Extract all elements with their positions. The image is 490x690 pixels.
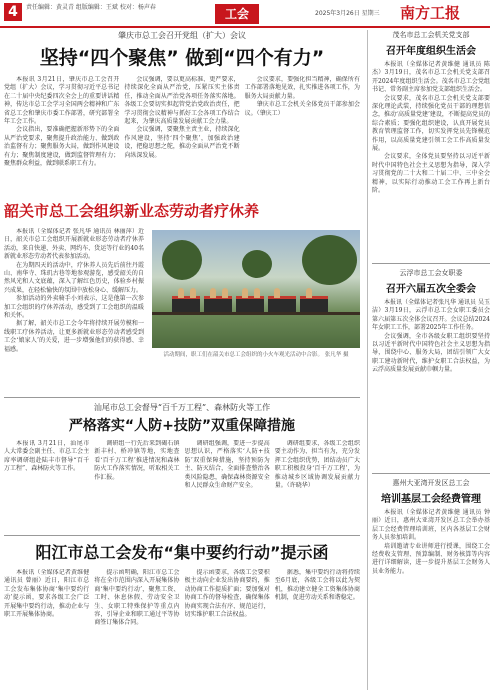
editor-credits: 责任编辑：黄灵青 组版编辑：王斌 校对：杨声春 <box>26 4 156 11</box>
paragraph: 调研组要求，各级工会组织要主动作为、担当有为，充分发挥工会组织优势，团结动员广大职工积极投身‘百千万工程’，为推动城乡区域协调发展贡献力量。（许晓华） <box>274 440 360 490</box>
paragraph: 提示函要求，各级工会要积极主动向企业发出协商要约，推动协商工作提质扩面；要加强对协商工作的督导检查，确保集体协商实现合法有序、规范运行，切实维护职工合法权益。 <box>184 569 270 619</box>
article-column <box>4 569 89 690</box>
article-headline: 培训基层工会经费管理 <box>381 494 481 505</box>
paragraph: 调研组强调，要进一步提高思想认识，严格落实‘人防+技防’双重保障措施，坚持预防为主、防灭结合，全面排查整治各类风险隐患，确保森林资源安全和人民群众生命财产安全。 <box>184 440 270 490</box>
article-maoming <box>372 30 490 258</box>
article-subtitle: 茂名市总工会机关党支部 <box>392 31 470 39</box>
paragraph: 会议强调，全市各级女职工组织要坚持以习近平新时代中国特色社会主义思想为指导，围绕中心、服务大局，团结引领广大女职工建功新时代，维护女职工合法权益，为云浮高质量发展贡献巾帼力量。 <box>372 332 490 374</box>
paragraph: 本报讯 3月21日，肇庆市总工会召开党组（扩大）会议，学习贯彻习近平总书记在二十届中央纪委四次全会上的重要讲话精神，传达市总工会学习全国两会精神和广东省总工会和肇庆市委工作部署，研究部署全年工会工作。 <box>4 76 120 126</box>
article-column <box>4 76 119 199</box>
page-number: 4 <box>4 3 22 21</box>
article-zhaoqing <box>4 30 360 195</box>
paragraph: 会议要求，要强化担当精神，确保所有工作部署落地见效，扎实推进各项工作，为服务大局贡献力量。 <box>244 76 360 100</box>
article-body <box>372 509 490 576</box>
paragraph: 本报讯（全媒体记者黄维健 通讯员 曾丽）近日，阳江市总工会发布集体协商‘集中要约行动’提示函，要求各级工会广泛开展集中要约行动，推动企业与职工开展集体协商。 <box>4 569 90 619</box>
article-shanwei <box>4 397 360 530</box>
article-yangjiang <box>4 535 360 690</box>
article-huizhou <box>372 478 490 683</box>
article-column <box>275 569 360 690</box>
paragraph: 会议要求，茂名市总工会机关党支部要深化理论武装，持续强化党员干部的理想信念，推动‘高质量党建’建设，不断提高党员的综合素质；要强化组织建设，认真开展党员教育管理监督工作，切实发挥党员先锋模范作用，以高质量党建引领工会工作高质量发展。 <box>372 94 490 153</box>
paragraph: 本报讯（全媒体记者张凡华 通讯员 吴玉洁）3月19日，云浮市总工会女职工委员会第六届第五次全体会议召开。会议总结2024年女职工工作，部署2025年工作任务。 <box>372 299 490 332</box>
article-column <box>124 76 239 199</box>
photo-caption: 活动期间，职工们在韶关市总工会组织的小火车观光活动中合影。 张凡华 摄 <box>163 352 349 358</box>
article-headline: 召开年度组织生活会 <box>386 46 476 57</box>
article-column <box>245 76 360 199</box>
article-headline: 韶关市总工会组织新业态劳动者疗休养 <box>4 202 260 220</box>
article-subtitle: 惠州大亚湾开发区总工会 <box>392 479 470 487</box>
paragraph: 会议指出，要准确把握新形势下的全面从严治党要求，聚焦提升政治能力、做到政治监督有力；聚焦服务大局，做到作风建设有力；聚焦制度建设，做到监督管理有力；聚焦群众利益，做到联系职工有力。 <box>4 126 120 168</box>
paragraph: 据了解，韶关市总工会今年将持续开展劳模和一线职工疗休养活动，让更多新就业形态劳动者感受到工会‘娘家人’的关爱，进一步增强他们的获得感、幸福感。 <box>4 320 144 353</box>
article-column <box>94 440 179 535</box>
divider <box>372 473 490 474</box>
page-header <box>0 0 490 28</box>
article-body <box>372 299 490 375</box>
article-headline: 阳江市总工会发布“集中要约行动”提示函 <box>35 543 329 562</box>
divider <box>372 263 490 264</box>
paragraph: 本报讯 3月21日，汕尾市人大常委会副主任、市总工会主席率调研组赴陆丰市督导“百千万工程”、森林防火等工作。 <box>4 440 90 473</box>
main-column <box>0 30 364 690</box>
paragraph: 会议强调，要以更高标准、更严要求，持续深化全面从严治党，压紧压实主体责任，推动全面从严治党各项任务落实落地。各级工会要切实担起管党治党政治责任，把学习贯彻会议精神与抓好工会各项工作结合起来，为肇庆高质量发展贡献工会力量。 <box>124 76 240 126</box>
paragraph: 会议强调，要聚焦主责主业，持续深化作风建设，坚持‘四个聚焦’，加强政治建设，把稳思想之舵，推动全面从严治党不断向纵深发展。 <box>124 126 240 159</box>
article-headline: 坚持“四个聚焦” 做到“四个有力” <box>39 47 325 69</box>
section-tag: 工会 <box>215 4 259 24</box>
paragraph: 据悉，集中要约行动将持续至6月底，各级工会将以此为契机，推动建立健全工资集体协商机制，促进劳动关系和谐稳定。 <box>274 569 360 602</box>
article-column <box>94 569 179 690</box>
article-subtitle: 汕尾市总工会督导“百千万工程”、森林防火等工作 <box>93 403 271 412</box>
article-column <box>4 440 89 535</box>
paragraph: 参加活动的外卖骑手小刘表示，这是他第一次参加工会组织的疗休养活动，感受到了工会组织的温暖和关怀。 <box>4 295 144 320</box>
paragraph: 肇庆市总工会机关全体党员干部参加会议。（肇庆工） <box>244 101 360 117</box>
article-headline: 召开六届五次全委会 <box>386 284 476 295</box>
paragraph: 培训邀请专业讲师进行授课，围绕工会经费收支管理、预算编制、财务核算等内容进行详细解读，进一步提升基层工会财务人员业务能力。 <box>372 542 490 575</box>
article-column <box>185 440 270 535</box>
newspaper-logo: 南方工报 <box>400 4 461 22</box>
paragraph: 本报讯（全媒体记者 张凡华 通讯员 林丽萍）近日，韶关市总工会组织开展新就业形态劳动者疗休养活动，来自快递、外卖、网约车、货运等行业的40名新就业形态劳动者代表参加活动。 <box>4 228 144 261</box>
article-column <box>4 228 144 388</box>
article-column <box>275 440 360 535</box>
side-column <box>367 30 490 690</box>
paragraph: 本报讯（全媒体记者黄维健 通讯员 钟丽）近日，惠州大亚湾开发区总工会举办基层工会经费管理培训班，区内各基层工会财务人员参加培训。 <box>372 509 490 542</box>
article-subtitle: 肇庆市总工会召开党组（扩大）会议 <box>118 31 246 40</box>
article-column <box>185 569 270 690</box>
article-yunfu <box>372 268 490 468</box>
article-subtitle: 云浮市总工会女职委 <box>399 269 463 277</box>
article-body <box>372 61 490 196</box>
paragraph: 本报讯（全媒体记者黄维健 通讯员 陈杰）3月19日，茂名市总工会机关党支部召开2024年度组织生活会。茂名市总工会党组书记、常务副主席参加党支部组织生活会。 <box>372 61 490 94</box>
paragraph: 在为期四天的活动中，疗休养人员先后前往丹霞山、南华寺、珠玑古巷等地参观游览，感受韶关的自然风光和人文底蕴，深入了解红色历史，体验乡村振兴成果，在轻松愉快的氛围中放松身心、缓解压力。 <box>4 261 144 294</box>
paragraph: 会议要求，全体党员要坚持以习近平新时代中国特色社会主义思想为指导，深入学习贯彻党的二十大和二十届二中、三中全会精神，以实际行动推动工会工作再上新台阶。 <box>372 153 490 195</box>
article-shaoguan <box>4 200 360 390</box>
issue-date: 2025年3月26日 星期三 <box>315 10 380 17</box>
news-photo <box>152 230 360 348</box>
article-headline: 严格落实“人防+技防”双重保障措施 <box>68 418 296 434</box>
paragraph: 调研组一行先后来到碣石镇新丰村、桥冲镇等地，实地查看‘百千万工程’推进情况和森林防火工作落实情况，听取相关工作汇报。 <box>94 440 180 481</box>
paragraph: 提示函明确，阳江市总工会将在全市范围内深入开展集体协商‘集中要约行动’，聚焦工资、工时、休息休假、劳动安全卫生、女职工特殊保护等重点内容，引导企业和职工通过平等协商签订集体合同。 <box>94 569 180 627</box>
